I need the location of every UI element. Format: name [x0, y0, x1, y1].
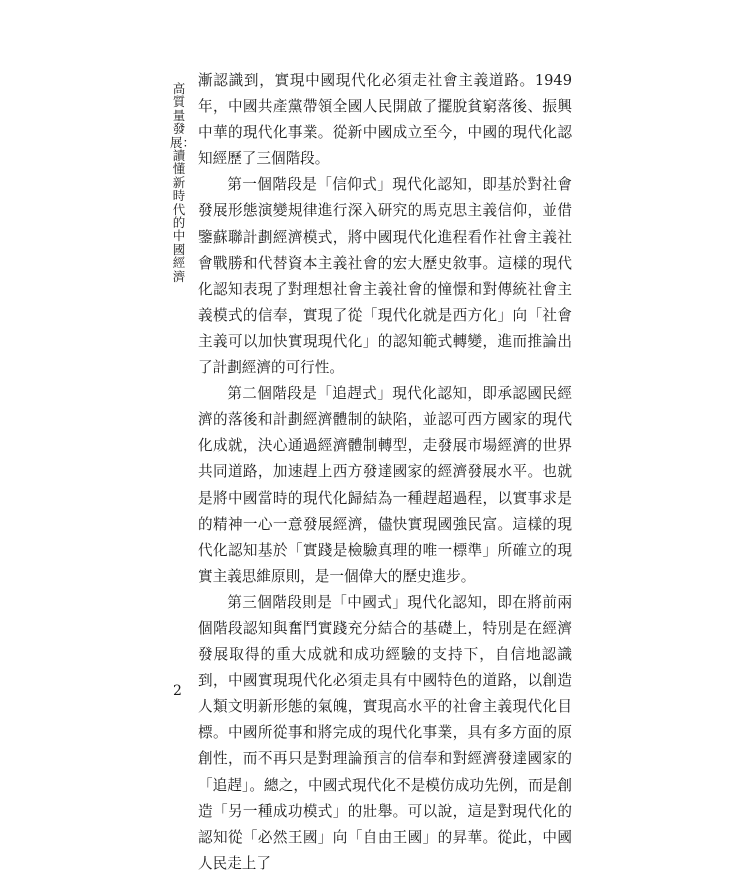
body-text [198, 68, 572, 877]
page-number: 2 [173, 683, 182, 699]
running-head: 高質量發展：讀懂新時代的中國經濟 [170, 81, 196, 284]
paragraph: 第一個階段是「信仰式」現代化認知，即基於對社會發展形態演變規律進行深入研究的馬克思主義信仰，並借鑒蘇聯計劃經濟模式，將中國現代化進程看作社會主義社會戰勝和代替資本主義社會的宏大歷史敘事。這樣的現代化認知表現了對理想社會主義社會的憧憬和對傳統社會主義模式的信奉，實現了從「現代化就是西方化」向「社會主義可以加快實現現代化」的認知範式轉變，進而推論出了計劃經濟的可行性。 [198, 176, 572, 377]
paragraph: 漸認識到，實現中國現代化必須走社會主義道路。1949 年，中國共產黨帶領全國人民開啟了擺脫貧窮落後、振興中華的現代化事業。從新中國成立至今，中國的現代化認知經歷了三個階段。 [198, 72, 572, 168]
paragraph: 第三個階段則是「中國式」現代化認知，即在將前兩個階段認知與奮鬥實踐充分結合的基礎上，特別是在經濟發展取得的重大成就和成功經驗的支持下，自信地認識到，中國實現現代化必須走具有中國特色的道路，以創造人類文明新形態的氣魄，實現高水平的社會主義現代化目標。中國所從事和將完成的現代化事業，具有多方面的原創性，而不再只是對理論預言的信奉和對經濟發達國家的「追趕」。總之，中國式現代化不是模仿成功先例，而是創造「另一種成功模式」的壯舉。可以說，這是對現代化的認知從「必然王國」向「自由王國」的昇華。從此，中國人民走上了 [198, 593, 572, 872]
paragraph: 第二個階段是「追趕式」現代化認知，即承認國民經濟的落後和計劃經濟體制的缺陷，並認可西方國家的現代化成就，決心通過經濟體制轉型，走發展市場經濟的世界共同道路，加速趕上西方發達國家的經濟發展水平。也就是將中國當時的現代化歸結為一種趕超過程，以實事求是的精神一心一意發展經濟，儘快實現國強民富。這樣的現代化認知基於「實踐是檢驗真理的唯一標準」所確立的現實主義思維原則，是一個偉大的歷史進步。 [198, 385, 572, 585]
